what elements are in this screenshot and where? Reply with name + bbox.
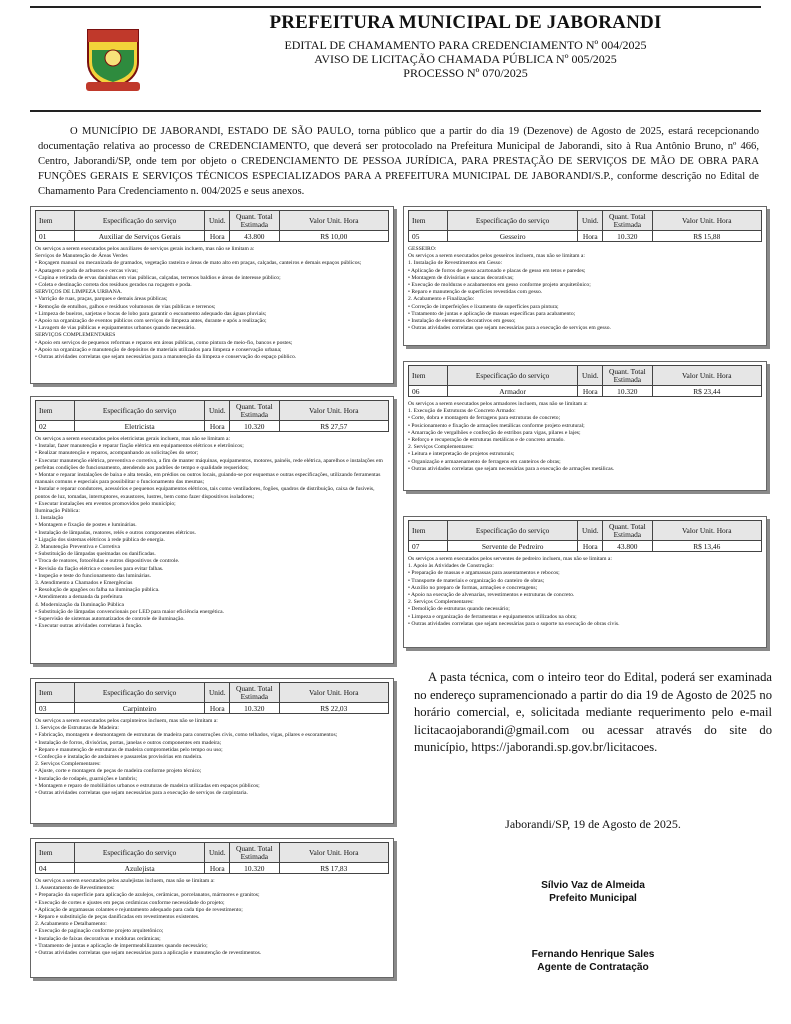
- cell-item: 06: [409, 386, 448, 397]
- header-spec: Especificação do serviço: [74, 211, 205, 231]
- service-table: [408, 210, 762, 242]
- cell-item: 03: [36, 703, 75, 714]
- description-line: • Reparo e manutenção de estruturas de madeira comprometidas pelo tempo ou uso;: [35, 746, 223, 753]
- pasta-text: A pasta técnica, com o inteiro teor do Edital, poderá ser examinada no endereço supramencionado a partir do dia 19 de Agosto de 2025 no horário comercial, e, solicitada mediante requerimento pelo e-mail licitacaojaborandi@gmail.com ou acessar através do site do município, https://jaborandi.sp.gov.br/licitacoes.: [414, 670, 772, 755]
- description-line: • Preparação de massas e argamassas para assentamentos e rebocos;: [408, 570, 560, 577]
- description-line: • Montagem e fixação de postes e luminárias.: [35, 522, 137, 529]
- page-title: PREFEITURA MUNICIPAL DE JABORANDI: [269, 12, 662, 33]
- description-line: • Realizar manutenção e reparos, acompanhando as solicitações do setor;: [35, 450, 199, 457]
- description-line: 2. Serviços Complementares:: [408, 599, 474, 606]
- description-line: 1. Execução de Estruturas de Concreto Armado:: [408, 408, 516, 415]
- table-row: [409, 386, 762, 397]
- service-table: [35, 842, 389, 874]
- description-line: • Instalação de rodapés, guarnições e lambris;: [35, 775, 138, 782]
- table-header-row: [409, 366, 762, 386]
- header-qty: Quant. Total Estimada: [603, 366, 652, 386]
- table-row: [36, 863, 389, 874]
- header-spec: Especificação do serviço: [447, 211, 578, 231]
- header-spec: Especificação do serviço: [447, 366, 578, 386]
- description-line: • Leitura e interpretação de projetos estruturais;: [408, 451, 515, 458]
- service-description: [408, 397, 762, 473]
- description-line: • Revisão da fiação elétrica e conexões para evitar falhas.: [35, 565, 164, 572]
- edital-line: EDITAL DE CHAMAMENTO PARA CREDENCIAMENTO Nº 004/2025: [284, 38, 647, 52]
- cell-qty: 10.320: [230, 703, 279, 714]
- header-value: Valor Unit. Hora: [279, 211, 388, 231]
- header-spec: Especificação do serviço: [447, 521, 578, 541]
- cell-unit: Hora: [205, 421, 230, 432]
- service-box-03: [30, 678, 394, 824]
- description-line: • Outras atividades correlatas que sejam necessárias para a execução de serviços em gesso.: [408, 325, 611, 332]
- header-unit: Unid.: [205, 843, 230, 863]
- municipal-coat-of-arms-logo: [84, 22, 142, 92]
- table-row: [36, 421, 389, 432]
- table-header-row: [36, 401, 389, 421]
- cell-unit: Hora: [578, 541, 603, 552]
- service-description: [35, 242, 389, 361]
- description-line: • Organização e armazenamento de ferragens em canteiros de obras;: [408, 458, 561, 465]
- description-line: • Inspeção e teste do funcionamento das luminárias.: [35, 572, 151, 579]
- service-description: [408, 552, 762, 628]
- description-line: 1. Assentamento de Revestimentos:: [35, 885, 115, 892]
- description-line: • Remoção de entulhos, galhos e resíduos volumosos de vias públicas e terrenos;: [35, 303, 216, 310]
- description-line: • Resolução de apagões ou falha na iluminação pública.: [35, 587, 160, 594]
- header-value: Valor Unit. Hora: [279, 401, 388, 421]
- table-row: [409, 231, 762, 242]
- cell-value: R$ 10,00: [279, 231, 388, 242]
- description-line: 1. Instalação: [35, 515, 64, 522]
- service-description: [408, 242, 762, 332]
- description-line: 2. Acabamento e Finalização:: [408, 296, 475, 303]
- description-line: • Roçagem manual ou mecanizada de gramados, vegetação rasteira e áreas de mato alto em praças, calçadas, canteiros e demais espaços públicos;: [35, 260, 362, 267]
- header-spec: Especificação do serviço: [74, 683, 205, 703]
- description-line: 1. Instalação de Revestimentos em Gesso:: [408, 260, 503, 267]
- description-line: Os serviços a serem executados pelos gesseiros incluem, mas não se limitam a:: [408, 253, 585, 260]
- description-line: • Tratamento de juntas e aplicação de impermeabilizantes quando necessário;: [35, 942, 208, 949]
- description-line: • Atendimento a demanda da prefeitura: [35, 594, 123, 601]
- description-line: • Aplicação de forros de gesso acartonado e placas de gesso em tetos e paredes;: [408, 267, 586, 274]
- service-description: [35, 432, 389, 630]
- description-line: • Lavagem de vias públicas e equipamentos urbanos quando necessário.: [35, 325, 196, 332]
- description-line: • Confecção e instalação de andaimes e passarelas provisórias em madeira.: [35, 754, 203, 761]
- header-qty: Quant. Total Estimada: [230, 683, 279, 703]
- description-line: • Executar instalações em eventos promovidos pelo município;: [35, 500, 176, 507]
- cell-name: Armador: [447, 386, 578, 397]
- description-line: • Execução de molduras e acabamentos em gesso conforme projeto arquitetônico;: [408, 282, 591, 289]
- cell-qty: 43.800: [230, 231, 279, 242]
- service-box-02: [30, 396, 394, 664]
- description-line: • Apoio na execução de alvenarias, revestimentos e estruturas de concreto.: [408, 592, 575, 599]
- header-qty: Quant. Total Estimada: [230, 401, 279, 421]
- description-line: • Transporte de materiais e organização do canteiro de obras;: [408, 577, 545, 584]
- description-line: • Limpeza e organização de ferramentas e equipamentos utilizados na obra;: [408, 613, 577, 620]
- description-line: Os serviços a serem executados pelos eletricistas gerais incluem, mas não se limitam a:: [35, 436, 231, 442]
- cell-item: 02: [36, 421, 75, 432]
- description-line: • Tratamento de juntas e aplicação de massas específicas para acabamento;: [408, 310, 576, 317]
- header-item: Item: [36, 843, 75, 863]
- description-line: • Demolição de estruturas quando necessário;: [408, 606, 510, 613]
- table-header-row: [409, 521, 762, 541]
- cell-name: Gesseiro: [447, 231, 578, 242]
- description-line: • Reparo e substituição de peças danificadas em revestimentos existentes.: [35, 914, 200, 921]
- header-unit: Unid.: [578, 211, 603, 231]
- description-line: • Ajuste, corte e montagem de peças de madeira conforme projeto técnico;: [35, 768, 202, 775]
- header-spec: Especificação do serviço: [74, 401, 205, 421]
- cell-unit: Hora: [205, 703, 230, 714]
- description-line: • Apoio na organização de eventos públicos com serviços de limpeza antes, durante e após a realização;: [35, 318, 267, 325]
- service-box-01: [30, 206, 394, 384]
- description-line: • Outras atividades correlatas que sejam necessárias para a execução de serviços de carpintaria.: [35, 790, 248, 797]
- header-unit: Unid.: [205, 211, 230, 231]
- header-qty: Quant. Total Estimada: [603, 521, 652, 541]
- cell-qty: 10.320: [603, 231, 652, 242]
- description-line: Os serviços a serem executados pelos auxiliares de serviços gerais incluem, mas não se limitam a:: [35, 246, 255, 252]
- cell-unit: Hora: [205, 863, 230, 874]
- header-bottom-rule: [30, 110, 761, 112]
- header-qty: Quant. Total Estimada: [603, 211, 652, 231]
- description-line: 2. Acabamento e Detalhamento:: [35, 921, 107, 928]
- cell-value: R$ 27,57: [279, 421, 388, 432]
- description-line: • Amarração de vergalhões e confecção de estribos para vigas, pilares e lajes;: [408, 429, 581, 436]
- description-line: • Preparação da superfície para aplicação de azulejos, cerâmicas, porcelanatos, mármores e granitos;: [35, 892, 260, 899]
- pasta-tecnica-paragraph: [414, 669, 772, 757]
- description-line: GESSEIRO:: [408, 246, 437, 252]
- description-line: • Troca de reatores, fotocélulas e outros dispositivos de controle.: [35, 558, 180, 565]
- description-line: • Montar e reparar instalações de baixa e alta tensão, em prédios ou outros locais, guiando-se por esquemas e outras especificações, utilizando ferramentas manuais comuns e especiais para possibilitar o funcionamento das mesmas;: [35, 472, 381, 486]
- header-item: Item: [409, 521, 448, 541]
- table-header-row: [409, 211, 762, 231]
- header-item: Item: [36, 683, 75, 703]
- service-table: [408, 520, 762, 552]
- service-box-04: [30, 838, 394, 978]
- service-description: [35, 714, 389, 797]
- cell-name: Azulejista: [74, 863, 205, 874]
- cell-qty: 10.320: [230, 421, 279, 432]
- cell-value: R$ 22,03: [279, 703, 388, 714]
- description-line: • Execução de cortes e ajustes em peças cerâmicas conforme necessidade do projeto;: [35, 899, 225, 906]
- description-line: Os serviços a serem executados pelos serventes de pedreiro incluem, mas não se limitam a:: [408, 556, 612, 562]
- header-value: Valor Unit. Hora: [652, 521, 761, 541]
- service-table: [35, 400, 389, 432]
- description-line: Os serviços a serem executados pelos azulejistas incluem, mas não se limitam a:: [35, 878, 215, 884]
- table-row: [36, 231, 389, 242]
- description-line: • Fabricação, montagem e desmontagem de estruturas de madeira para construções civis, como telhados, vigas, pilares e escoramentos;: [35, 732, 338, 739]
- cell-value: R$ 15,88: [652, 231, 761, 242]
- cell-name: Auxiliar de Serviços Gerais: [74, 231, 205, 242]
- service-description: [35, 874, 389, 957]
- description-line: Serviços de Manutenção de Áreas Verdes: [35, 253, 128, 260]
- description-line: • Executar manutenção elétrica, preventiva e corretiva, a fim de manter máquinas, equipamentos, motores, painéis, rede elétrica, aparelhos e instalações em perfeitas condições de funcionamento, atendendo aos padrões de tempo e qualidade requeridos;: [35, 457, 383, 471]
- cell-item: 07: [409, 541, 448, 552]
- description-line: • Correção de imperfeições e lixamento de superfícies para pintura;: [408, 303, 559, 310]
- description-line: • Coleta e destinação correta dos resíduos gerados na roçagem e poda.: [35, 282, 192, 289]
- header-value: Valor Unit. Hora: [652, 211, 761, 231]
- header-item: Item: [409, 211, 448, 231]
- description-line: • Substituição de lâmpadas convencionais por LED para maior eficiência energética.: [35, 608, 225, 615]
- header-item: Item: [36, 401, 75, 421]
- description-line: • Outras atividades correlatas que sejam necessárias para a execução de armações metálicas.: [408, 465, 615, 472]
- description-line: • Posicionamento e fixação de armações metálicas conforme projeto estrutural;: [408, 422, 585, 429]
- description-line: 2. Manutenção Preventiva e Corretiva: [35, 544, 120, 551]
- cell-unit: Hora: [578, 231, 603, 242]
- signature-mayor: [414, 879, 772, 905]
- header-unit: Unid.: [578, 366, 603, 386]
- description-line: • Aplicação de argamassas colantes e rejuntamento adequado para cada tipo de revestimento;: [35, 906, 243, 913]
- header-top-rule: [30, 6, 761, 8]
- service-table: [408, 365, 762, 397]
- aviso-line: AVISO DE LICITAÇÃO CHAMADA PÚBLICA Nº 005/2025: [314, 52, 617, 66]
- cell-qty: 10.320: [603, 386, 652, 397]
- description-line: • Apoio em serviços de pequenos reformas e reparos em áreas públicas, como pintura de meio-fio, bancos e postes;: [35, 339, 293, 346]
- header-qty: Quant. Total Estimada: [230, 211, 279, 231]
- cell-value: R$ 13,46: [652, 541, 761, 552]
- description-line: • Outras atividades correlatas que sejam necessárias para a manutenção da limpeza e conservação do espaço público.: [35, 354, 297, 361]
- cell-value: R$ 17,83: [279, 863, 388, 874]
- description-line: • Reparo e manutenção de superfícies revestidas com gesso.: [408, 289, 543, 296]
- cell-unit: Hora: [578, 386, 603, 397]
- table-header-row: [36, 683, 389, 703]
- table-header-row: [36, 211, 389, 231]
- description-line: Os serviços a serem executados pelos carpinteiros incluem, mas não se limitam a:: [35, 718, 218, 724]
- description-line: • Reforço e recuperação de estruturas metálicas e de concreto armado.: [408, 437, 565, 444]
- description-line: • Montagem e reparo de mobiliários urbanos e estruturas de madeira utilizadas em espaços públicos;: [35, 782, 260, 789]
- description-line: Os serviços a serem executados pelos armadores incluem, mas não se limitam a:: [408, 401, 588, 407]
- description-line: • Outras atividades correlatas que sejam necessárias para o suporte na execução de obras civis.: [408, 620, 620, 627]
- header-item: Item: [409, 366, 448, 386]
- service-box-06: [403, 361, 767, 491]
- description-line: • Instalar, fazer manutenção e reparar fiação elétrica em equipamentos elétricos e eletrônicos;: [35, 443, 244, 450]
- header-unit: Unid.: [205, 401, 230, 421]
- cell-item: 04: [36, 863, 75, 874]
- table-row: [409, 541, 762, 552]
- signatory-role: Agente de Contratação: [537, 962, 649, 973]
- description-line: • Varrição de ruas, praças, parques e demais áreas públicas;: [35, 296, 168, 303]
- description-line: • Executar outras atividades correlatas à função.: [35, 623, 143, 630]
- header-unit: Unid.: [205, 683, 230, 703]
- cell-item: 01: [36, 231, 75, 242]
- header-value: Valor Unit. Hora: [279, 843, 388, 863]
- cell-unit: Hora: [205, 231, 230, 242]
- cell-qty: 43.800: [603, 541, 652, 552]
- description-line: • Outras atividades correlatas que sejam necessárias para a aplicação e manutenção de revestimentos.: [35, 950, 262, 957]
- signatory-name: Fernando Henrique Sales: [531, 949, 655, 960]
- description-line: 4. Modernização da Iluminação Pública: [35, 601, 125, 608]
- description-line: 2. Serviços Complementares:: [35, 761, 101, 768]
- description-line: • Ligação dos sistemas elétricos à rede pública de energia.: [35, 536, 165, 543]
- description-line: • Limpeza de bueiros, sarjetas e bocas de lobo para garantir o escoamento adequado das águas pluviais;: [35, 310, 267, 317]
- intro-text: O MUNICÍPIO DE JABORANDI, ESTADO DE SÃO PAULO, torna público que a partir do dia 19 (Dezenove) de Agosto de 2025, estará recepcionando documentação relativa ao processo de CREDENCIAMENTO, que deverá ser protocolado na Prefeitura Municipal de Jaborandi, sito à Rua Antônio Bruno, nº 466, Centro, Jaborandi/SP, onde tem por objeto o CREDENCIAMENTO DE PESSOA JURÍDICA, PARA PRESTAÇÃO DE SERVIÇOS DE MÃO DE OBRA PARA FUNÇÕES GERAIS E SERVIÇOS TÉCNICOS ESPECIALIZADOS PARA A PREFEITURA MUNICIPAL DE JABORANDI/S.P., conforme descrição no Edital de Chamamento Para Credenciamento n. 004/2025 e seus anexos.: [38, 126, 759, 197]
- description-line: • Substituição de lâmpadas queimadas ou danificadas.: [35, 551, 156, 558]
- description-line: Iluminação Pública:: [35, 508, 80, 515]
- signatory-name: Sílvio Vaz de Almeida: [541, 880, 645, 891]
- signatory-role: Prefeito Municipal: [549, 893, 637, 904]
- cell-name: Eletricista: [74, 421, 205, 432]
- header-qty: Quant. Total Estimada: [230, 843, 279, 863]
- header-spec: Especificação do serviço: [74, 843, 205, 863]
- table-row: [36, 703, 389, 714]
- description-line: • Auxílio no preparo de formas, armações e concretagens;: [408, 584, 538, 591]
- description-line: • Montagem de divisórias e sancas decorativas;: [408, 274, 514, 281]
- service-table: [35, 682, 389, 714]
- description-line: 1. Serviços de Estruturas de Madeira:: [35, 725, 119, 732]
- header-unit: Unid.: [578, 521, 603, 541]
- cell-value: R$ 23,44: [652, 386, 761, 397]
- description-line: 3. Atendimento a Chamados e Emergências: [35, 580, 133, 587]
- description-line: • Instalação de elementos decorativos em gesso;: [408, 318, 516, 325]
- header-item: Item: [36, 211, 75, 231]
- description-line: • Corte, dobra e montagem de ferragens para estruturas de concreto;: [408, 415, 561, 422]
- signature-agent: [414, 948, 772, 974]
- description-line: • Execução de paginação conforme projeto arquitetônico;: [35, 928, 164, 935]
- description-line: • Instalação de faixas decorativas e molduras cerâmicas;: [35, 935, 161, 942]
- service-table: [35, 210, 389, 242]
- table-header-row: [36, 843, 389, 863]
- header-value: Valor Unit. Hora: [279, 683, 388, 703]
- description-line: SERVIÇOS COMPLEMENTARES: [35, 332, 116, 339]
- description-line: • Instalar e reparar condutores, acessórios e pequenos equipamentos elétricos, tais como ventiladores, fogões, quadros de distribuição, caixa de fusíveis, pontos de luz, tomadas, interruptores, exaustores, lustres, bem como fazer dispositivos isoladores;: [35, 486, 375, 500]
- description-line: • Capina e retirada de ervas daninhas em vias públicas, calçadas, terrenos baldios e áreas de interesse público;: [35, 274, 281, 281]
- processo-line: PROCESSO Nº 070/2025: [403, 66, 528, 80]
- cell-item: 05: [409, 231, 448, 242]
- cell-name: Servente de Pedreiro: [447, 541, 578, 552]
- description-line: • Apoio na organização e manutenção de depósitos de materiais utilizados para limpeza e conservação urbana;: [35, 346, 282, 353]
- description-line: • Instalação de forros, divisórias, portas, janelas e outros componentes em madeira;: [35, 739, 222, 746]
- description-line: • Supervisão de sistemas automatizados de controle de iluminação.: [35, 616, 185, 623]
- header-value: Valor Unit. Hora: [652, 366, 761, 386]
- date-line: Jaborandi/SP, 19 de Agosto de 2025.: [505, 817, 681, 831]
- description-line: SERVIÇOS DE LIMPEZA URBANA.: [35, 289, 123, 296]
- description-line: 2. Serviços Complementares:: [408, 444, 474, 451]
- service-box-05: [403, 206, 767, 346]
- intro-paragraph: [38, 124, 759, 199]
- description-line: • Apatagem e poda de arbustos e cercas vivas;: [35, 267, 138, 274]
- description-line: • Instalação de lâmpadas, reatores, relés e outros componentes elétricos.: [35, 529, 197, 536]
- service-box-07: [403, 516, 767, 648]
- description-line: 1. Apoio às Atividades de Construção:: [408, 563, 494, 570]
- cell-name: Carpinteiro: [74, 703, 205, 714]
- cell-qty: 10.320: [230, 863, 279, 874]
